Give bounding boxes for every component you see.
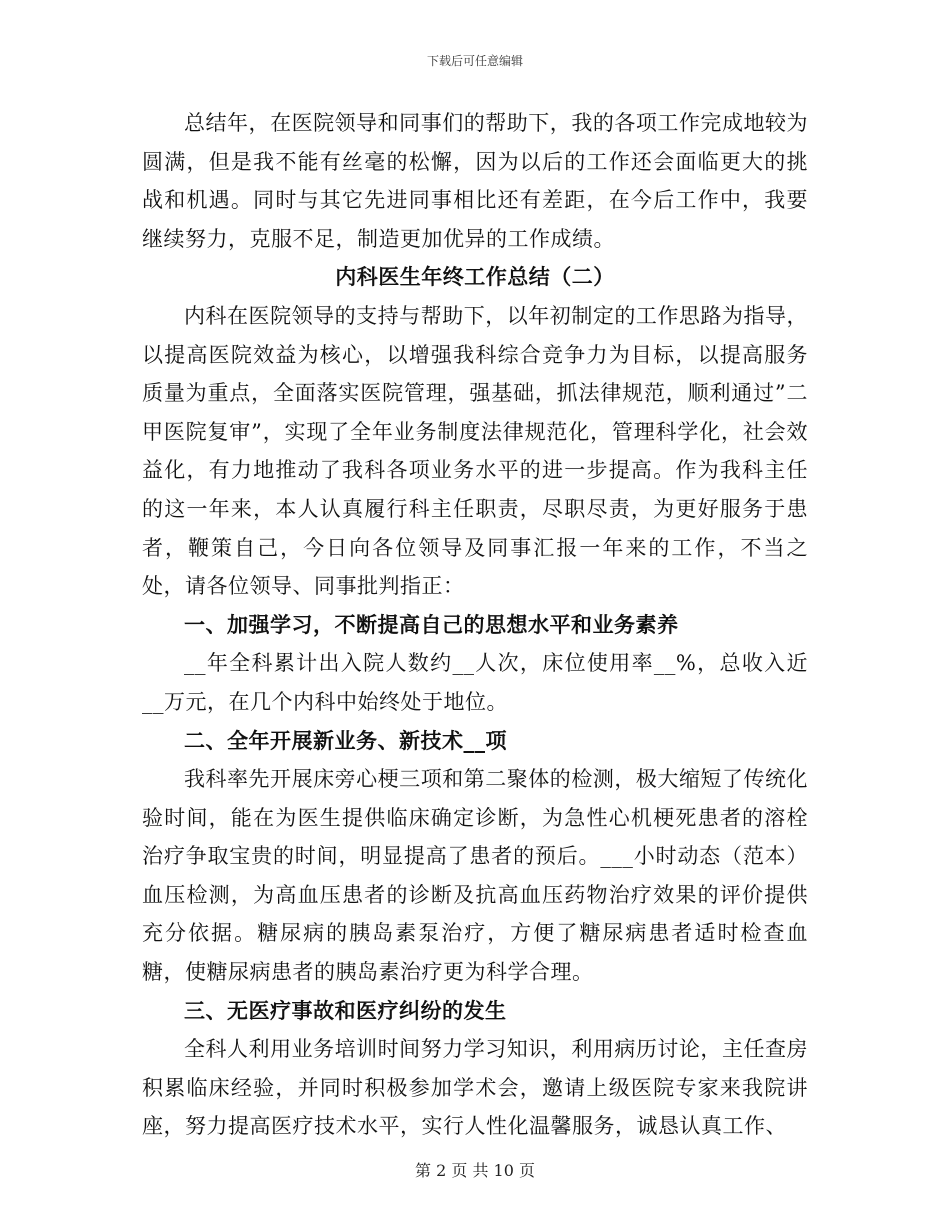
heading-new-business: 二、全年开展新业务、新技术__项 (184, 728, 507, 753)
paragraph-training: 全科人利用业务培训时间努力学习知识，利用病历讨论，主任查房积累临床经验，并同时积极参加学术会，邀请上级医院专家来我院讲座，努力提高医疗技术水平，实行人性化温馨服务，诚恳认真工作、 (142, 1037, 808, 1139)
intro-paragraph: 总结年，在医院领导和同事们的帮助下，我的各项工作完成地较为圆满，但是我不能有丝毫的松懈，因为以后的工作还会面临更大的挑战和机遇。同时与其它先进同事相比还有差距，在今后工作中，我要继续努力，克服不足，制造更加优异的工作成绩。 (142, 111, 808, 251)
heading-learning: 一、加强学习，不断提高自己的思想水平和业务素养 (184, 612, 679, 637)
paragraph-new-techniques: 我科率先开展床旁心梗三项和第二聚体的检测，极大缩短了传统化验时间，能在为医生提供临床确定诊断，为急性心机梗死患者的溶栓治疗争取宝贵的时间，明显提高了患者的预后。___小时动态（范本）血压检测，为高血压患者的诊断及抗高血压药物治疗效果的评价提供充分依据。糖尿病的胰岛素泵治疗，方便了糖尿病患者适时检查血糖，使糖尿病患者的胰岛素治疗更为科学合理。 (142, 767, 808, 985)
section-title: 内科医生年终工作总结（二） (335, 265, 615, 290)
header-note: 下载后可任意编辑 (426, 54, 523, 68)
heading-no-accidents: 三、无医疗事故和医疗纠纷的发生 (184, 998, 507, 1023)
opening-paragraph: 内科在医院领导的支持与帮助下，以年初制定的工作思路为指导，以提高医院效益为核心，以增强我科综合竞争力为目标，以提高服务质量为重点，全面落实医院管理，强基础，抓法律规范，顺利通过”二甲医院复审”，实现了全年业务制度法律规范化，管理科学化，社会效益化，有力地推动了我科各项业务水平的进一步提高。作为我科主任的这一年来，本人认真履行科主任职责，尽职尽责，为更好服务于患者，鞭策自己，今日向各位领导及同事汇报一年来的工作，不当之处，请各位领导、同事批判指正： (142, 303, 808, 599)
paragraph-statistics: __年全科累计出入院人数约__人次，床位使用率__%，总收入近__万元，在几个内科中始终处于地位。 (142, 651, 808, 714)
page-footer: 第 2 页 共 10 页 (415, 1161, 535, 1180)
document-body (142, 104, 808, 1146)
